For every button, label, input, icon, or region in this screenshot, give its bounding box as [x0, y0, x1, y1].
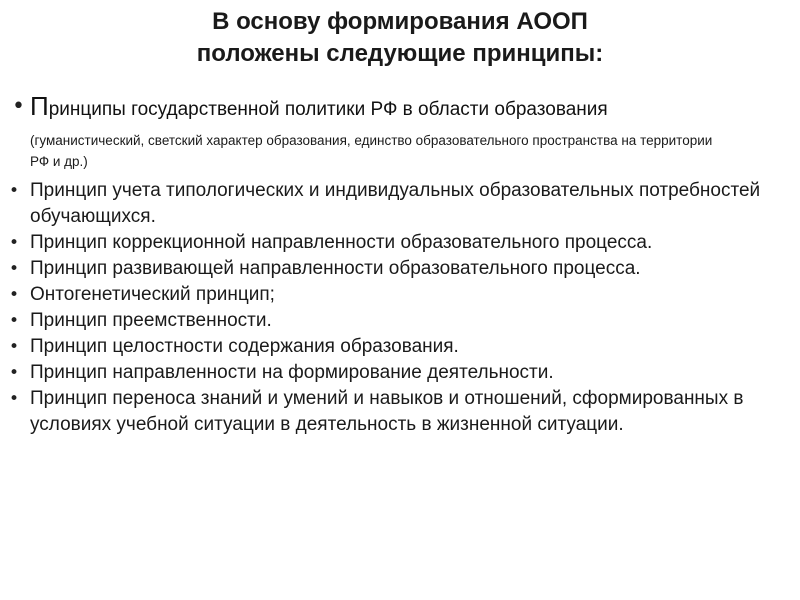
list-item-text: Онтогенетический принцип; — [30, 284, 275, 305]
list-item — [0, 282, 800, 308]
list-item-text: Принцип коррекционной направленности образовательного процесса. — [30, 232, 653, 253]
principles-list — [0, 90, 800, 438]
bullet-dot-icon: • — [9, 337, 20, 357]
list-item — [0, 308, 800, 334]
list-item-state-policy-note: (гуманистический, светский характер образования, единство образовательного пространства на территории РФ и др.) — [30, 133, 713, 169]
slide-title-line-1: В основу формирования АООП — [212, 8, 588, 35]
list-item-state-policy-rest: ринципы государственной политики РФ в области образования — [48, 99, 608, 120]
list-item-text: Принцип направленности на формирование деятельности. — [30, 362, 554, 383]
list-item — [0, 230, 800, 256]
bullet-dot-icon: • — [9, 285, 20, 305]
list-item-state-policy-text — [30, 90, 790, 126]
list-item-state-policy — [0, 90, 800, 178]
bullet-dot-icon: • — [9, 389, 20, 409]
list-item — [0, 178, 800, 230]
bullet-dot-icon: • — [9, 259, 20, 279]
list-item — [0, 386, 800, 438]
bullet-dot-icon: • — [9, 181, 20, 201]
list-item — [0, 334, 800, 360]
list-item-text: Принцип преемственности. — [30, 310, 272, 331]
list-item-text: Принцип развивающей направленности образовательного процесса. — [30, 258, 641, 279]
bullet-dot-icon: • — [12, 94, 25, 119]
list-item-text: Принцип учета типологических и индивидуальных образовательных потребностей обучающихся. — [30, 180, 761, 227]
bullet-dot-icon: • — [9, 233, 20, 253]
list-item-text: Принцип целостности содержания образования. — [30, 336, 459, 357]
list-item-text: Принцип переноса знаний и умений и навыков и отношений, сформированных в условиях учебной ситуации в деятельность в жизненной ситуации. — [30, 388, 744, 435]
slide-title — [0, 6, 800, 70]
bullet-dot-icon: • — [9, 363, 20, 383]
bullet-dot-icon: • — [9, 311, 20, 331]
drop-cap: П — [30, 91, 49, 121]
list-item — [0, 256, 800, 282]
list-item — [0, 360, 800, 386]
slide-title-line-2: положены следующие принципы: — [196, 40, 604, 67]
